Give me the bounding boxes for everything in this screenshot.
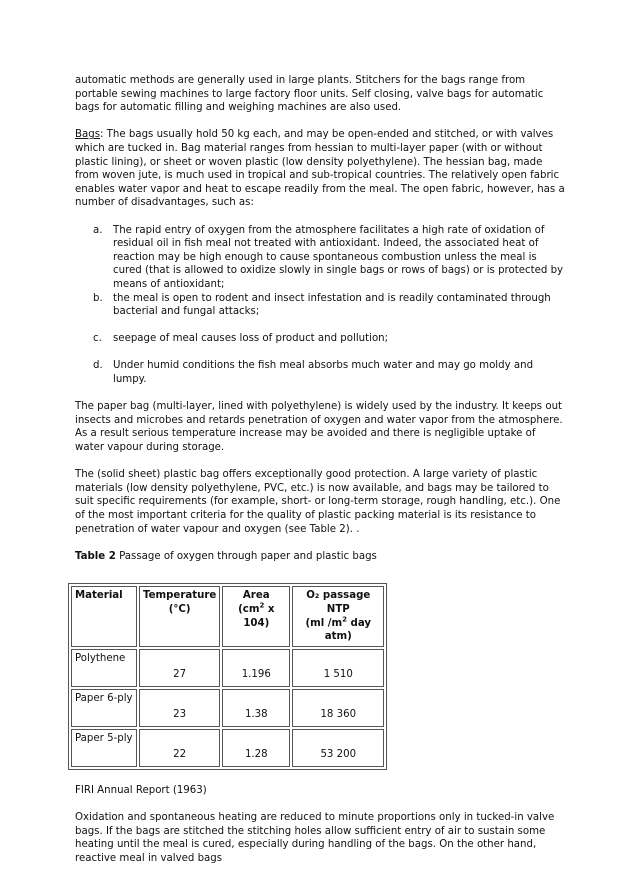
- cell-temperature: 23: [139, 689, 220, 727]
- disadvantages-list: [75, 224, 567, 387]
- table-caption: [75, 550, 567, 564]
- list-marker: a.: [93, 224, 103, 236]
- list-item-text: the meal is open to rodent and insect infestation and is readily contaminated through bacterial and fungal attacks;: [113, 292, 551, 318]
- cell-material: Polythene: [71, 649, 137, 687]
- document-page: [75, 74, 567, 879]
- cell-area: 1.38: [222, 689, 290, 727]
- bags-paragraph: [75, 128, 567, 210]
- header-temperature: Temperature (°C): [139, 586, 220, 646]
- table-row: [71, 689, 384, 727]
- list-marker: c.: [93, 333, 102, 345]
- bags-heading: Bags: [75, 129, 101, 141]
- list-item: [75, 332, 567, 346]
- cell-o2: 18 360: [292, 689, 384, 727]
- header-o2-passage: O₂ passage NTP (ml $/m^2$ day atm): [292, 586, 384, 646]
- list-item-text: seepage of meal causes loss of product and pollution;: [113, 333, 389, 345]
- plastic-bag-paragraph: The (solid sheet) plastic bag offers exceptionally good protection. A large variety of plastic materials (low density polyethylene, PVC, etc.) is now available, and bags may be tailored to suit specific requirements (for example, short- or long-term storage, rough handling, etc.). One of the most important criteria for the quality of plastic packing material is its resistance to penetration of water vapour and oxygen (see Table 2). .: [75, 469, 561, 535]
- header-area: Area ($cm^2$ x 104): [222, 586, 290, 646]
- table-header-row: [71, 586, 384, 646]
- bags-text: : The bags usually hold 50 kg each, and may be open-ended and stitched, or with valves which are tucked in. Bag material ranges from hessian to multi-layer paper (with or without plastic lining), or sheet or woven plastic (low density polyethylene). The hessian bag, made from woven jute, is much used in tropical and sub-tropical countries. The relatively open fabric enables water vapor and heat to escape readily from the meal. The open fabric, however, has a number of disadvantages, such as:: [75, 129, 565, 209]
- final-paragraph: Oxidation and spontaneous heating are reduced to minute proportions only in tucked-in valve bags. If the bags are stitched the stitching holes allow sufficient entry of air to sustain some heating until the meal is cured, especially during handling of the bags. On the other hand, reactive meal in valved bags: [75, 811, 555, 864]
- header-material: Material: [71, 586, 137, 646]
- table-caption-text: Passage of oxygen through paper and plastic bags: [115, 550, 377, 562]
- list-item-text: Under humid conditions the fish meal absorbs much water and may go moldy and lumpy.: [113, 360, 534, 386]
- list-marker: b.: [93, 292, 103, 304]
- cell-temperature: 22: [139, 729, 220, 767]
- list-marker: d.: [93, 360, 103, 372]
- list-item: [75, 224, 567, 292]
- intro-paragraph: automatic methods are generally used in large plants. Stitchers for the bags range from portable sewing machines to large factory floor units. Self closing, valve bags for automatic bags for automatic filling and weighing machines are also used.: [75, 75, 544, 114]
- table-caption-label: Table 2: [75, 550, 116, 562]
- cell-material: Paper 6-ply: [71, 689, 137, 727]
- paper-bag-paragraph: The paper bag (multi-layer, lined with polyethylene) is widely used by the industry. It keeps out insects and microbes and retards penetration of oxygen and water vapor from the atmosphere. As a result serious temperature increase may be avoided and there is negligible uptake of water vapour during storage.: [75, 401, 563, 454]
- list-item-text: The rapid entry of oxygen from the atmosphere facilitates a high rate of oxidation of residual oil in fish meal not treated with antioxidant. Indeed, the associated heat of reaction may be high enough to cause spontaneous combustion unless the meal is cured (that is allowed to oxidize slowly in single bags or rows of bags) or is protected by means of antioxidant;: [113, 224, 564, 290]
- list-item: [75, 359, 567, 386]
- list-item: [75, 292, 567, 319]
- cell-o2: 53 200: [292, 729, 384, 767]
- oxygen-passage-table: [68, 583, 387, 769]
- cell-temperature: 27: [139, 649, 220, 687]
- table-source: FIRI Annual Report (1963): [75, 784, 207, 796]
- cell-material: Paper 5-ply: [71, 729, 137, 767]
- table-row: [71, 649, 384, 687]
- table-row: [71, 729, 384, 767]
- cell-area: 1.28: [222, 729, 290, 767]
- cell-area: 1.196: [222, 649, 290, 687]
- cell-o2: 1 510: [292, 649, 384, 687]
